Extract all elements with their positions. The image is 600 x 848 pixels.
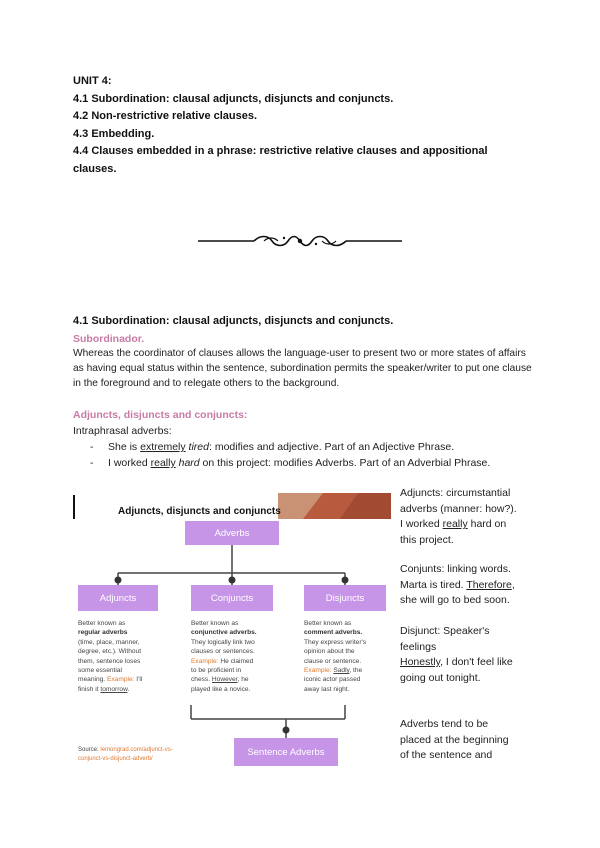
disjuncts-description: Better known as comment adverbs. They express writer's opinion about the clause or sentence. Example: Sadly, the iconic actor passed away last night. (304, 620, 367, 693)
adjuncts-description: Better known as regular adverbs (time, place, manner, degree, etc.). Without them, sentence loses some essential meaning. Example: I'll finish it tomorrow. (78, 620, 143, 693)
unit-label: UNIT 4: (73, 75, 112, 87)
adjuncts-note: Adjuncts: circumstantial adverbs (manner: how?). I worked really hard on this project. (400, 487, 517, 546)
flourish-divider-icon (198, 233, 402, 249)
outline-item: 4.1 Subordination: clausal adjuncts, disjuncts and conjuncts. (73, 92, 394, 105)
infographic-title: Adjuncts, disjuncts and conjuncts (118, 506, 281, 517)
section-title: 4.1 Subordination: clausal adjuncts, disjuncts and conjuncts. (73, 315, 394, 327)
bullet-dash: - (90, 457, 94, 469)
source-credit: Source: lemongrad.com/adjunct-vs- conjunct-vs-disjunct-adverb/ (78, 746, 218, 763)
list-item: - She is extremely tired: modifies and adjective. Part of an Adjective Phrase. (90, 441, 455, 453)
adverbs-box: Adverbs (185, 521, 279, 545)
adverb-position-note: Adverbs tend to be placed at the beginning of the sentence and (400, 718, 509, 762)
outline-item: 4.2 Non-restrictive relative clauses. (73, 110, 258, 122)
adjuncts-heading: Adjuncts, disjuncts and conjuncts: (73, 409, 248, 421)
disjunct-note: Disjunct: Speaker's feelings Honestly, I don't feel like going out tonight. (400, 625, 513, 684)
unit-outline (73, 73, 533, 178)
outline-item: 4.4 Clauses embedded in a phrase: restrictive relative clauses and appositional (73, 145, 488, 157)
adjuncts-box: Adjuncts (78, 585, 158, 611)
sentence-adverbs-box: Sentence Adverbs (234, 738, 338, 766)
conjuncts-box: Conjuncts (191, 585, 273, 611)
conjuncts-note: Conjunts: linking words. Marta is tired. Therefore, she will go to bed soon. (400, 563, 515, 607)
disjuncts-box: Disjuncts (304, 585, 386, 611)
subordinador-heading: Subordinador. (73, 333, 145, 345)
outline-item: clauses. (73, 162, 117, 175)
source-link[interactable]: lemongrad.com/adjunct-vs- (100, 747, 173, 753)
outline-item: 4.3 Embedding. (73, 127, 155, 140)
source-link[interactable]: conjunct-vs-disjunct-adverb/ (78, 755, 153, 762)
subordination-paragraph: Whereas the coordinator of clauses allows the language-user to present two or more states of affairs as having equal status within the sentence, subordination permits the speaker/writer to put one clause in the foreground and to relegate others to the background. (73, 348, 532, 389)
adverbs-infographic (73, 493, 391, 775)
intraphrasal-label: Intraphrasal adverbs: (73, 425, 172, 437)
list-item: - I worked really hard on this project: modifies Adverbs. Part of an Adverbial Phrase. (90, 457, 491, 469)
bullet-dash: - (90, 441, 94, 453)
conjuncts-description: Better known as conjunctive adverbs. They logically link two clauses or sentences. Example: He claimed to be proficient in chess. However, he played like a novice. (191, 620, 257, 693)
